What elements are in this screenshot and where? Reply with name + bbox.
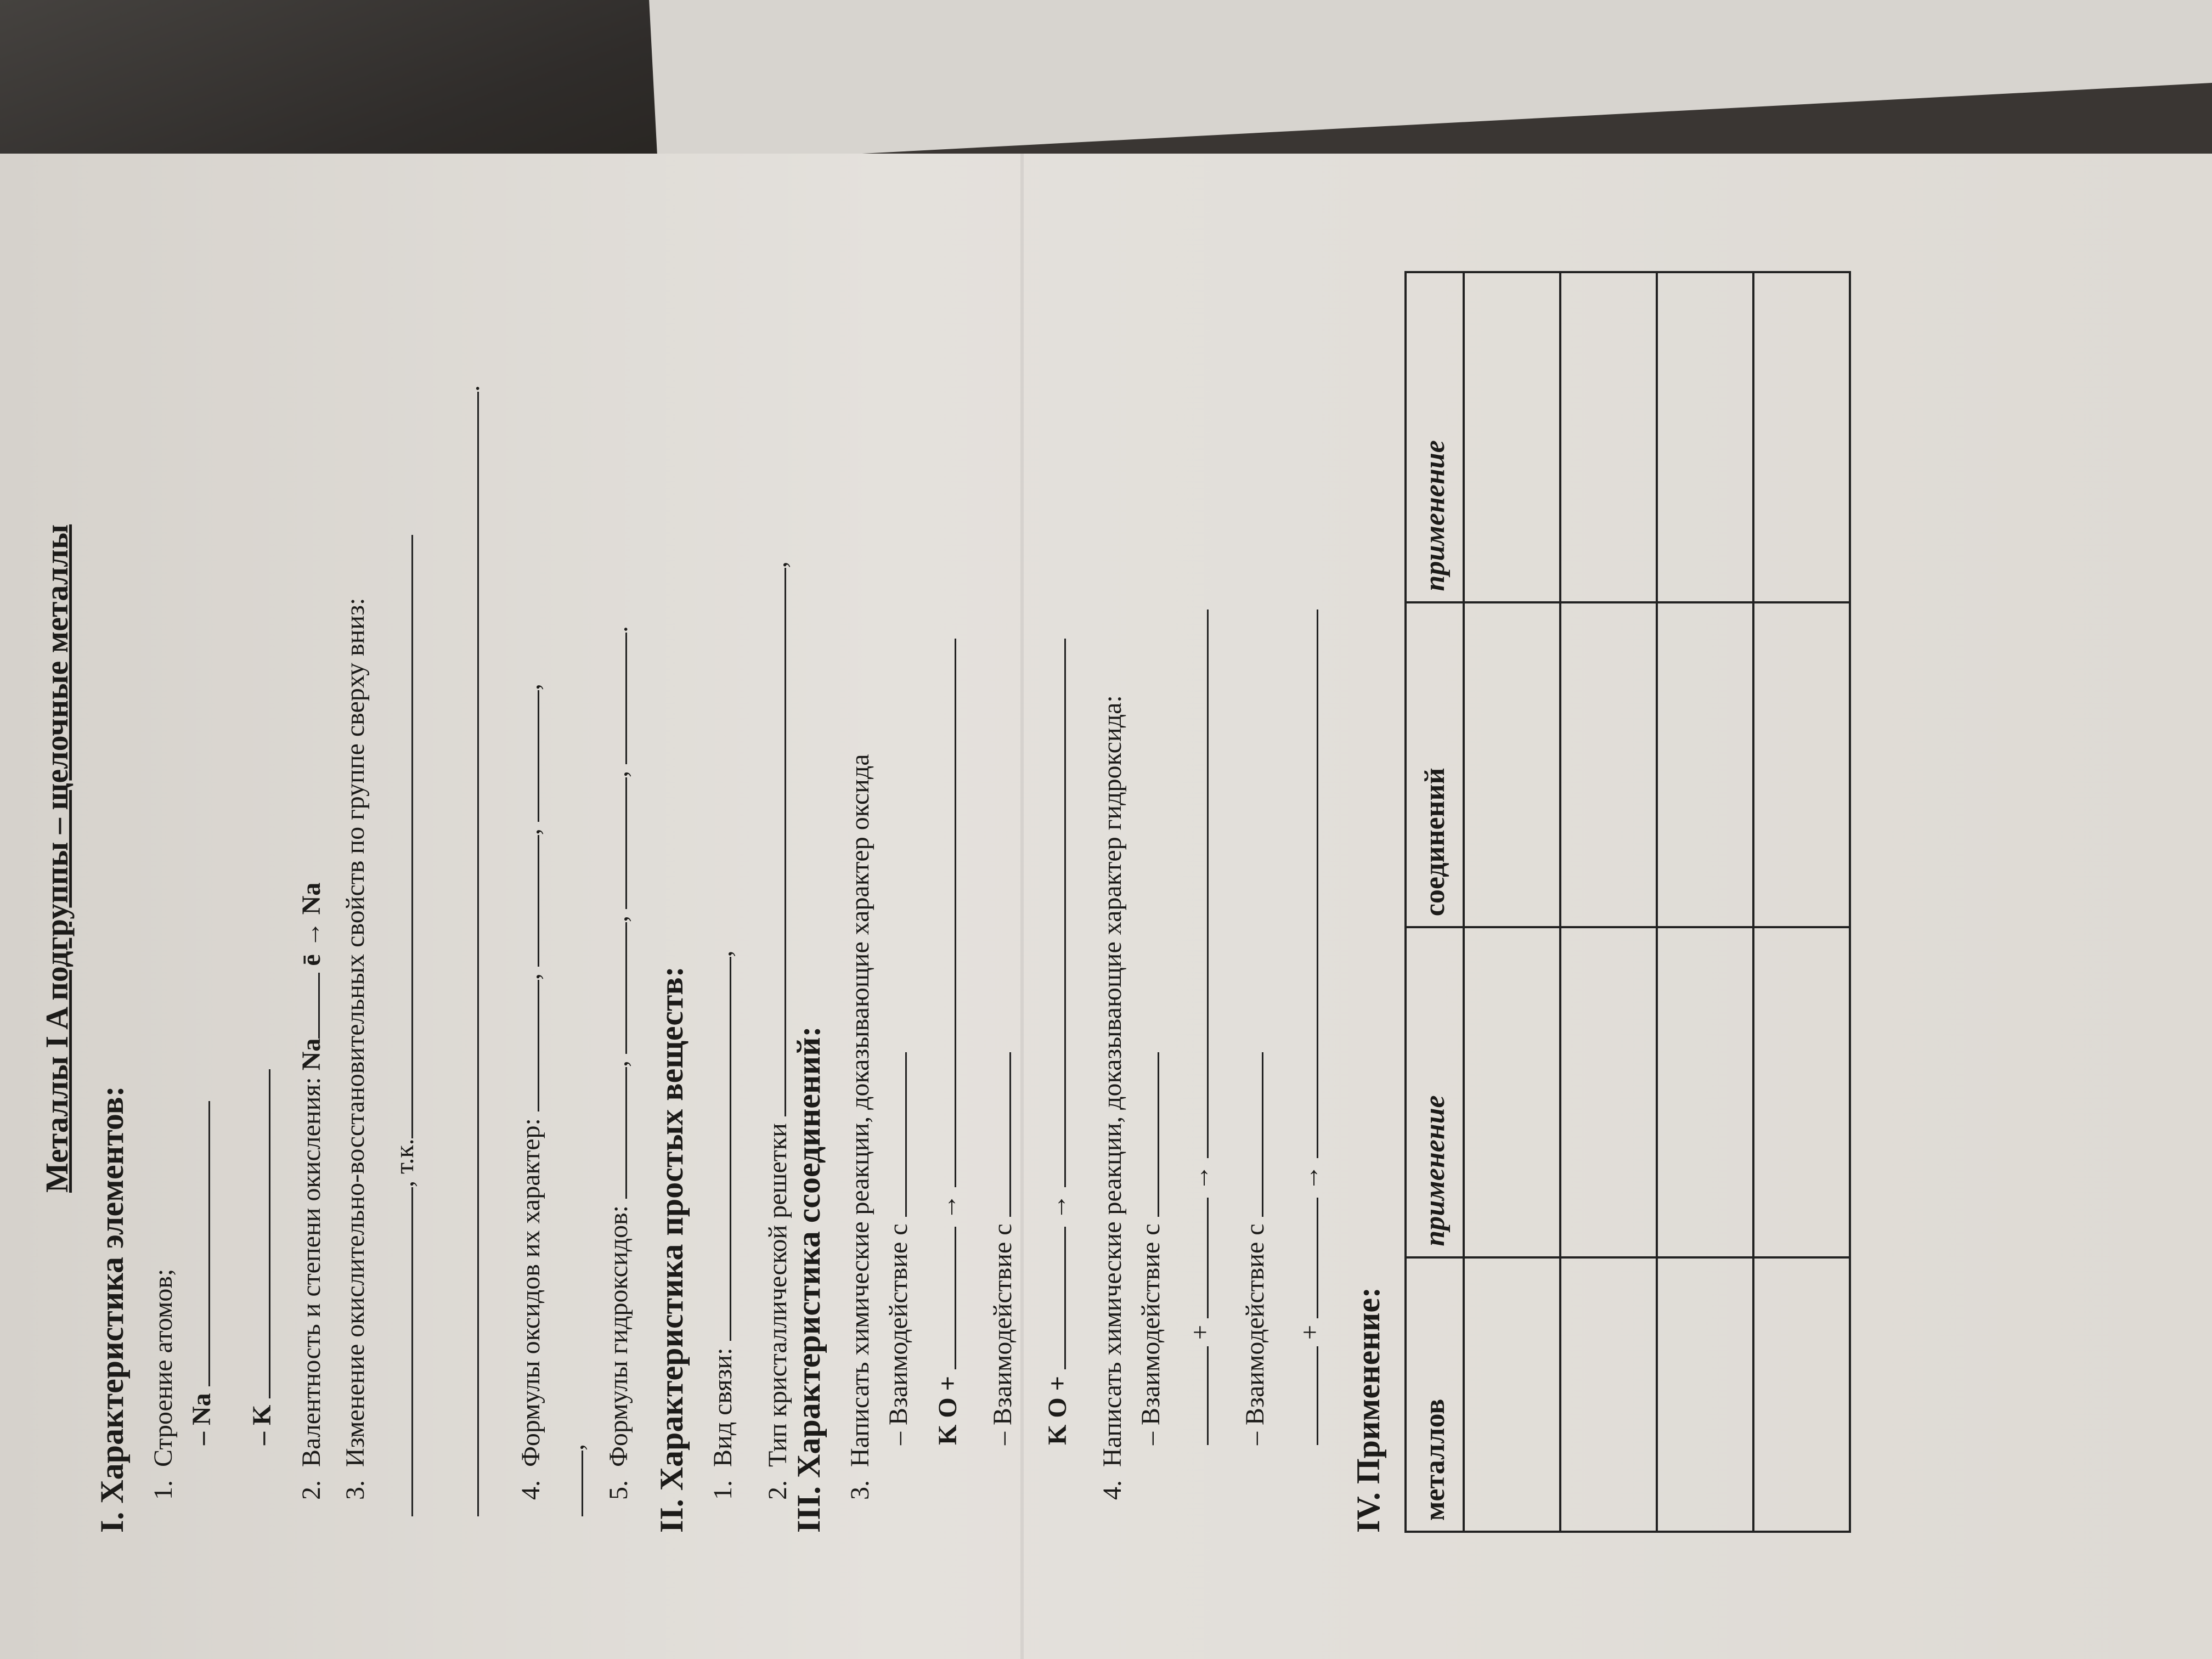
item3-3-sub1: – Взаимодействие с xyxy=(883,1052,913,1445)
table-row xyxy=(1464,272,1560,1532)
section4-heading: IV. Применение: xyxy=(1350,1286,1386,1533)
worksheet-document xyxy=(0,154,2212,1659)
item1-3-line1: , т.к. xyxy=(390,535,420,1516)
table-header-application-1: применение xyxy=(1406,927,1464,1257)
item1-4-line2: , xyxy=(560,1444,590,1516)
item1-3: 3. Изменение окислительно-восстановительных свойств по группе сверху вниз: xyxy=(341,597,370,1500)
item3-4-sub1: – Взаимодействие с xyxy=(1136,1052,1166,1445)
item3-4-sub2: – Взаимодействие с xyxy=(1240,1052,1270,1445)
table-row xyxy=(1753,272,1850,1532)
item3-3-eq2: K O + → xyxy=(1042,639,1073,1445)
section3-heading: III. Характеристика ссоединений: xyxy=(791,1026,827,1533)
table-header-application-2: применение xyxy=(1406,272,1464,602)
item3-4: 4. Написать химические реакции, доказывающие характер гидроксида: xyxy=(1098,695,1127,1500)
item1-4: 4. Формулы оксидов их характер: , , , xyxy=(516,684,545,1500)
item1-5: 5. Формулы гидроксидов: , , , . xyxy=(604,626,633,1500)
item1-2: 2. Валентность и степени окисления: Na ē → Na xyxy=(297,882,326,1500)
page-title: Металлы I A подгруппы – щелочные металлы xyxy=(39,524,75,1193)
table-header-metals: металлов xyxy=(1406,1257,1464,1532)
application-table xyxy=(1404,271,1851,1533)
table-row xyxy=(1560,272,1657,1532)
background-sheet xyxy=(647,0,2212,165)
section2-heading: II. Характеристика простых веществ: xyxy=(653,966,690,1533)
section1-heading: I. Характеристика элементов: xyxy=(94,1086,130,1533)
table-row xyxy=(1657,272,1753,1532)
item1-k: – K xyxy=(247,1069,277,1445)
item3-4-eq2: + → xyxy=(1295,610,1325,1445)
item3-3-eq1: K O + → xyxy=(933,639,963,1445)
item1-na: – Na xyxy=(187,1101,217,1445)
item1-1: 1. Строение атомов; xyxy=(149,1268,178,1500)
table-header-compounds: соединений xyxy=(1406,602,1464,928)
item1-3-line2: . xyxy=(455,385,486,1516)
item2-1: 1. Вид связи: , xyxy=(708,950,737,1500)
item3-3: 3. Написать химические реакции, доказывающие характер оксида xyxy=(845,754,874,1500)
item2-2: 2. Тип кристаллической решетки , xyxy=(763,561,792,1500)
item3-4-eq1: + → xyxy=(1185,610,1215,1445)
item3-3-sub2: – Взаимодействие с xyxy=(988,1052,1018,1445)
